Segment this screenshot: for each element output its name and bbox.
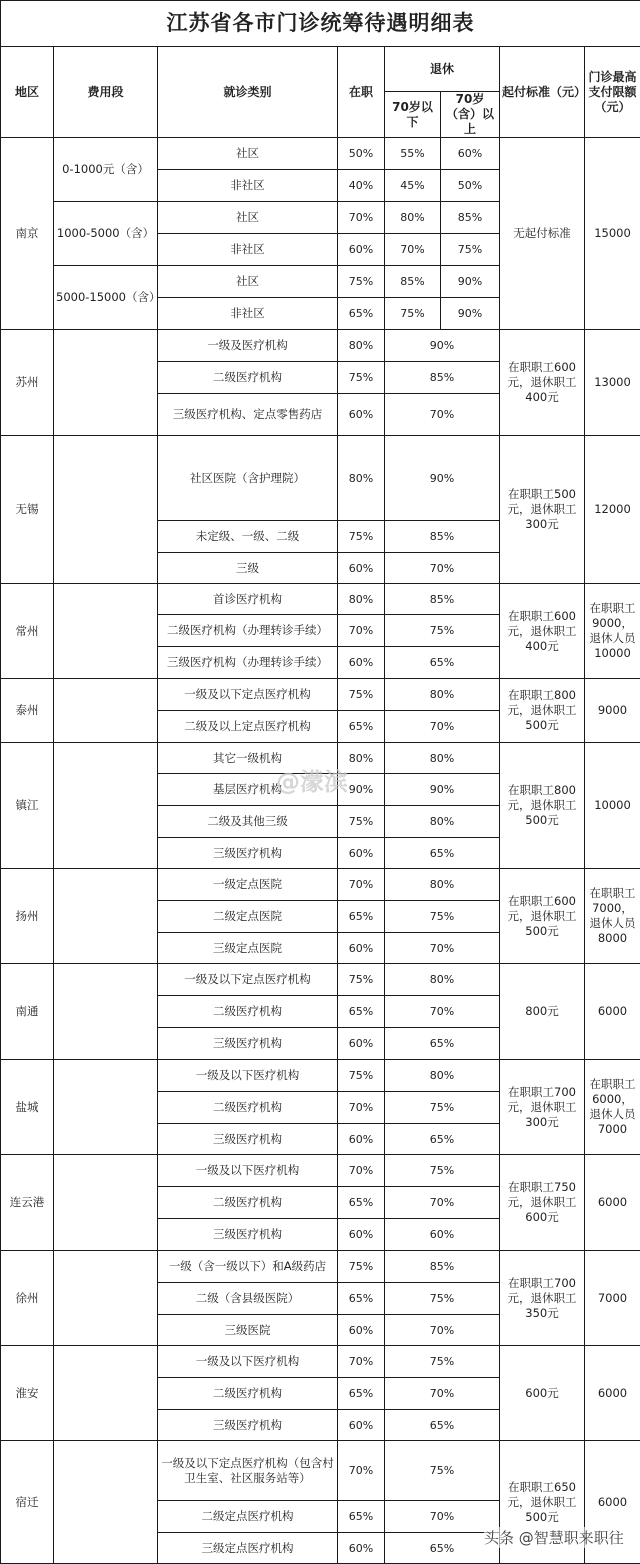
visit-type-cell: 一级及以下定点医疗机构 (158, 679, 338, 711)
retired-rate-cell: 75% (385, 1441, 500, 1501)
visit-type-cell: 首诊医疗机构 (158, 584, 338, 615)
employed-rate-cell: 60% (338, 1533, 385, 1564)
employed-rate-cell: 60% (338, 838, 385, 869)
visit-type-cell: 一级及医疗机构 (158, 330, 338, 362)
deductible-cell: 在职职工500元，退休职工300元 (500, 436, 585, 584)
retired-under70-rate-cell: 45% (385, 170, 441, 202)
employed-rate-cell: 75% (338, 362, 385, 394)
deductible-cell: 在职职工600元，退休职工400元 (500, 584, 585, 679)
employed-rate-cell: 75% (338, 521, 385, 553)
visit-type-cell: 一级及以下医疗机构 (158, 1060, 338, 1092)
retired-rate-cell: 70% (385, 711, 500, 743)
employed-rate-cell: 40% (338, 170, 385, 202)
visit-type-cell: 三级医疗机构（办理转诊手续） (158, 647, 338, 679)
retired-rate-cell: 80% (385, 869, 500, 901)
employed-rate-cell: 80% (338, 584, 385, 615)
retired-rate-cell: 65% (385, 1124, 500, 1155)
retired-under70-rate-cell: 80% (385, 202, 441, 234)
deductible-cell: 在职职工650元，退休职工500元 (500, 1441, 585, 1564)
region-cell: 泰州 (1, 679, 54, 743)
cost-band-cell-empty (54, 964, 158, 1060)
region-cell: 盐城 (1, 1060, 54, 1155)
cost-band-cell: 0-1000元（含） (54, 138, 158, 202)
max-limit-cell: 6000 (585, 1155, 640, 1251)
source-credit: 头条 @智慧职来职往 (484, 1527, 624, 1548)
employed-rate-cell: 70% (338, 1092, 385, 1124)
retired-rate-cell: 75% (385, 1283, 500, 1315)
visit-type-cell: 二级医疗机构 (158, 1378, 338, 1410)
retired-70plus-rate-cell: 75% (441, 234, 500, 266)
visit-type-cell: 三级医院 (158, 1315, 338, 1346)
employed-rate-cell: 80% (338, 330, 385, 362)
retired-rate-cell: 70% (385, 553, 500, 584)
visit-type-cell: 其它一级机构 (158, 743, 338, 774)
header-cost-band: 费用段 (54, 47, 158, 138)
cost-band-cell-empty (54, 1155, 158, 1251)
retired-rate-cell: 75% (385, 901, 500, 933)
employed-rate-cell: 60% (338, 1410, 385, 1441)
cost-band-cell-empty (54, 679, 158, 743)
cost-band-cell-empty (54, 330, 158, 436)
retired-rate-cell: 90% (385, 436, 500, 521)
retired-70plus-rate-cell: 85% (441, 202, 500, 234)
visit-type-cell: 三级医疗机构 (158, 838, 338, 869)
retired-under70-rate-cell: 75% (385, 298, 441, 330)
retired-rate-cell: 65% (385, 1410, 500, 1441)
employed-rate-cell: 75% (338, 679, 385, 711)
retired-rate-cell: 60% (385, 1219, 500, 1251)
employed-rate-cell: 60% (338, 553, 385, 584)
retired-rate-cell: 85% (385, 584, 500, 615)
retired-rate-cell: 80% (385, 964, 500, 996)
max-limit-cell: 6000 (585, 1346, 640, 1441)
max-limit-cell: 在职职工7000，退休人员8000 (585, 869, 640, 964)
visit-type-cell: 三级 (158, 553, 338, 584)
visit-type-cell: 社区 (158, 202, 338, 234)
retired-rate-cell: 70% (385, 394, 500, 436)
employed-rate-cell: 80% (338, 436, 385, 521)
visit-type-cell: 二级医疗机构 (158, 362, 338, 394)
cost-band-cell-empty (54, 436, 158, 584)
header-retired-70plus: 70岁（含）以上 (441, 92, 500, 138)
visit-type-cell: 三级医疗机构 (158, 1410, 338, 1441)
table-row (1, 436, 640, 521)
retired-rate-cell: 70% (385, 1378, 500, 1410)
employed-rate-cell: 65% (338, 711, 385, 743)
employed-rate-cell: 75% (338, 266, 385, 298)
table-row (1, 1346, 640, 1378)
max-limit-cell: 6000 (585, 1441, 640, 1564)
employed-rate-cell: 75% (338, 1251, 385, 1283)
visit-type-cell: 社区医院（含护理院） (158, 436, 338, 521)
retired-70plus-rate-cell: 90% (441, 266, 500, 298)
employed-rate-cell: 70% (338, 1346, 385, 1378)
header-visit-type: 就诊类别 (158, 47, 338, 138)
max-limit-cell: 6000 (585, 964, 640, 1060)
visit-type-cell: 二级医疗机构 (158, 996, 338, 1028)
max-limit-cell: 13000 (585, 330, 640, 436)
retired-70plus-rate-cell: 50% (441, 170, 500, 202)
retired-under70-rate-cell: 85% (385, 266, 441, 298)
deductible-cell: 在职职工700元，退休职工300元 (500, 1060, 585, 1155)
page-title: 江苏省各市门诊统筹待遇明细表 (1, 1, 640, 47)
employed-rate-cell: 60% (338, 234, 385, 266)
max-limit-cell: 9000 (585, 679, 640, 743)
table-row (1, 964, 640, 996)
max-limit-cell: 在职职工6000，退休人员7000 (585, 1060, 640, 1155)
visit-type-cell: 三级医疗机构 (158, 1219, 338, 1251)
retired-rate-cell: 70% (385, 1315, 500, 1346)
region-cell: 常州 (1, 584, 54, 679)
visit-type-cell: 三级定点医疗机构 (158, 1533, 338, 1564)
deductible-cell: 在职职工700元，退休职工350元 (500, 1251, 585, 1346)
cost-band-cell-empty (54, 1251, 158, 1346)
header-region: 地区 (1, 47, 54, 138)
deductible-cell: 在职职工600元，退休职工500元 (500, 869, 585, 964)
visit-type-cell: 二级医疗机构 (158, 1092, 338, 1124)
region-cell: 连云港 (1, 1155, 54, 1251)
cost-band-cell: 1000-5000（含） (54, 202, 158, 266)
visit-type-cell: 一级及以下医疗机构 (158, 1155, 338, 1187)
table-row (1, 1060, 640, 1092)
table-row (1, 869, 640, 901)
retired-rate-cell: 80% (385, 679, 500, 711)
retired-rate-cell: 65% (385, 1533, 500, 1564)
visit-type-cell: 二级定点医院 (158, 901, 338, 933)
retired-rate-cell: 70% (385, 1187, 500, 1219)
visit-type-cell: 二级医疗机构 (158, 1187, 338, 1219)
visit-type-cell: 非社区 (158, 298, 338, 330)
retired-under70-rate-cell: 70% (385, 234, 441, 266)
deductible-cell: 在职职工600元，退休职工400元 (500, 330, 585, 436)
employed-rate-cell: 70% (338, 1155, 385, 1187)
region-cell: 徐州 (1, 1251, 54, 1346)
watermark: @濛滨 (276, 762, 348, 797)
employed-rate-cell: 65% (338, 1283, 385, 1315)
table-row (1, 679, 640, 711)
table-row (1, 1155, 640, 1187)
employed-rate-cell: 60% (338, 1315, 385, 1346)
deductible-cell: 800元 (500, 964, 585, 1060)
retired-70plus-rate-cell: 60% (441, 138, 500, 170)
visit-type-cell: 二级（含县级医院） (158, 1283, 338, 1315)
employed-rate-cell: 65% (338, 901, 385, 933)
visit-type-cell: 三级医疗机构 (158, 1028, 338, 1060)
visit-type-cell: 一级（含一级以下）和A级药店 (158, 1251, 338, 1283)
table-row (1, 1251, 640, 1283)
employed-rate-cell: 65% (338, 1378, 385, 1410)
deductible-cell: 在职职工800元，退休职工500元 (500, 679, 585, 743)
visit-type-cell: 二级医疗机构（办理转诊手续） (158, 615, 338, 647)
retired-rate-cell: 70% (385, 996, 500, 1028)
retired-rate-cell: 75% (385, 1346, 500, 1378)
visit-type-cell: 一级及以下定点医疗机构 (158, 964, 338, 996)
visit-type-cell: 基层医疗机构 (158, 774, 338, 806)
employed-rate-cell: 75% (338, 806, 385, 838)
header-deductible: 起付标准（元） (500, 47, 585, 138)
retired-rate-cell: 65% (385, 647, 500, 679)
retired-70plus-rate-cell: 90% (441, 298, 500, 330)
visit-type-cell: 未定级、一级、二级 (158, 521, 338, 553)
retired-rate-cell: 80% (385, 1060, 500, 1092)
employed-rate-cell: 60% (338, 647, 385, 679)
region-cell: 无锡 (1, 436, 54, 584)
retired-rate-cell: 75% (385, 615, 500, 647)
employed-rate-cell: 90% (338, 774, 385, 806)
table-row (1, 330, 640, 362)
max-limit-cell: 10000 (585, 743, 640, 869)
employed-rate-cell: 60% (338, 1219, 385, 1251)
max-limit-cell: 在职职工9000，退休人员10000 (585, 584, 640, 679)
visit-type-cell: 三级定点医院 (158, 933, 338, 964)
retired-rate-cell: 75% (385, 1092, 500, 1124)
visit-type-cell: 非社区 (158, 234, 338, 266)
max-limit-cell: 15000 (585, 138, 640, 330)
cost-band-cell-empty (54, 1441, 158, 1564)
region-cell: 苏州 (1, 330, 54, 436)
retired-rate-cell: 85% (385, 1251, 500, 1283)
employed-rate-cell: 65% (338, 1187, 385, 1219)
employed-rate-cell: 70% (338, 869, 385, 901)
retired-rate-cell: 85% (385, 362, 500, 394)
cost-band-cell-empty (54, 584, 158, 679)
employed-rate-cell: 75% (338, 964, 385, 996)
employed-rate-cell: 50% (338, 138, 385, 170)
visit-type-cell: 三级医疗机构、定点零售药店 (158, 394, 338, 436)
region-cell: 镇江 (1, 743, 54, 869)
table-row (1, 743, 640, 774)
cost-band-cell-empty (54, 869, 158, 964)
retired-rate-cell: 85% (385, 521, 500, 553)
visit-type-cell: 非社区 (158, 170, 338, 202)
table-body (1, 138, 640, 1564)
header-retired-under70: 70岁以下 (385, 92, 441, 138)
visit-type-cell: 二级定点医疗机构 (158, 1501, 338, 1533)
visit-type-cell: 一级及以下定点医疗机构（包含村卫生室、社区服务站等） (158, 1441, 338, 1501)
employed-rate-cell: 75% (338, 1060, 385, 1092)
header-employed: 在职 (338, 47, 385, 138)
cost-band-cell-empty (54, 743, 158, 869)
visit-type-cell: 社区 (158, 138, 338, 170)
header-retired: 退休 (385, 47, 500, 92)
employed-rate-cell: 70% (338, 615, 385, 647)
employed-rate-cell: 65% (338, 1501, 385, 1533)
employed-rate-cell: 60% (338, 933, 385, 964)
cost-band-cell-empty (54, 1060, 158, 1155)
retired-rate-cell: 90% (385, 330, 500, 362)
visit-type-cell: 一级定点医院 (158, 869, 338, 901)
visit-type-cell: 一级及以下医疗机构 (158, 1346, 338, 1378)
cost-band-cell: 5000-15000（含） (54, 266, 158, 330)
employed-rate-cell: 70% (338, 202, 385, 234)
retired-rate-cell: 90% (385, 774, 500, 806)
region-cell: 淮安 (1, 1346, 54, 1441)
employed-rate-cell: 65% (338, 996, 385, 1028)
retired-rate-cell: 75% (385, 1155, 500, 1187)
table-row (1, 138, 640, 170)
deductible-cell: 600元 (500, 1346, 585, 1441)
region-cell: 扬州 (1, 869, 54, 964)
retired-under70-rate-cell: 55% (385, 138, 441, 170)
max-limit-cell: 12000 (585, 436, 640, 584)
header-max-limit: 门诊最高支付限额（元） (585, 47, 640, 138)
employed-rate-cell: 65% (338, 298, 385, 330)
retired-rate-cell: 80% (385, 806, 500, 838)
employed-rate-cell: 60% (338, 394, 385, 436)
visit-type-cell: 社区 (158, 266, 338, 298)
deductible-cell: 无起付标准 (500, 138, 585, 330)
table-row (1, 1441, 640, 1501)
employed-rate-cell: 70% (338, 1441, 385, 1501)
region-cell: 南通 (1, 964, 54, 1060)
employed-rate-cell: 80% (338, 743, 385, 774)
cost-band-cell-empty (54, 1346, 158, 1441)
retired-rate-cell: 70% (385, 1501, 500, 1533)
deductible-cell: 在职职工800元，退休职工500元 (500, 743, 585, 869)
employed-rate-cell: 60% (338, 1124, 385, 1155)
region-cell: 宿迁 (1, 1441, 54, 1564)
max-limit-cell: 7000 (585, 1251, 640, 1346)
visit-type-cell: 二级及以上定点医疗机构 (158, 711, 338, 743)
retired-rate-cell: 80% (385, 743, 500, 774)
employed-rate-cell: 60% (338, 1028, 385, 1060)
region-cell: 南京 (1, 138, 54, 330)
visit-type-cell: 二级及其他三级 (158, 806, 338, 838)
visit-type-cell: 三级医疗机构 (158, 1124, 338, 1155)
retired-rate-cell: 70% (385, 933, 500, 964)
table-row (1, 584, 640, 615)
retired-rate-cell: 65% (385, 1028, 500, 1060)
retired-rate-cell: 65% (385, 838, 500, 869)
deductible-cell: 在职职工750元，退休职工600元 (500, 1155, 585, 1251)
